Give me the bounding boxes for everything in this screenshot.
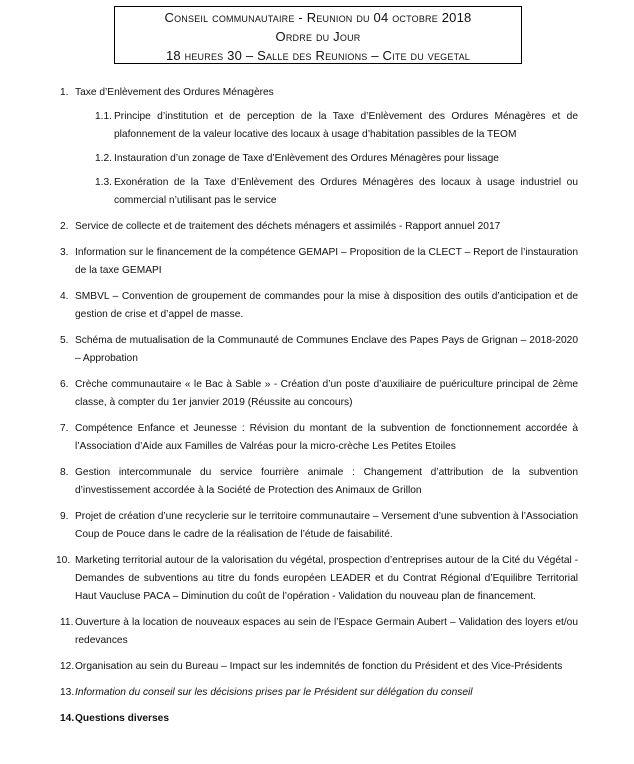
agenda-subitem-1-1	[95, 108, 578, 144]
item-text: Compétence Enfance et Jeunesse : Révision du montant de la subvention de fonctionnement accordée à l’Association d’Aide aux Familles de Valréas pour la micro-crèche Les Petites Etoiles	[75, 423, 578, 452]
meeting-time-location: 18 heures 30 – Salle des Reunions – Cite du vegetal	[165, 48, 471, 63]
agenda-item-13	[58, 684, 578, 702]
item-text: Exonération de la Taxe d’Enlèvement des Ordures Ménagères des locaux à usage industriel ou commercial n’utilisant pas le service	[114, 177, 578, 206]
agenda-item-2	[58, 218, 578, 236]
item-number: 1.1.	[95, 111, 112, 122]
item-number: 14.	[60, 713, 75, 724]
agenda-subtitle: Ordre du Jour	[275, 29, 361, 44]
agenda-subitem-1-2	[95, 150, 578, 168]
item-text: Gestion intercommunale du service fourrière animale : Changement d’attribution de la subvention d’investissement accordée à la Société de Protection des Animaux de Grillon	[75, 467, 578, 496]
agenda-item-14	[58, 710, 578, 728]
agenda-subitem-1-3	[95, 174, 578, 210]
agenda-item-3	[58, 244, 578, 280]
agenda-item-7	[58, 420, 578, 456]
agenda-item-10	[58, 552, 578, 606]
item-text: Schéma de mutualisation de la Communauté de Communes Enclave des Papes Pays de Grignan – 2018-2020 – Approbation	[75, 335, 578, 364]
item-number: 6.	[60, 379, 69, 390]
agenda-item-6	[58, 376, 578, 412]
item-number: 3.	[60, 247, 69, 258]
agenda-header	[114, 6, 522, 64]
item-text: Information du conseil sur les décisions prises par le Président sur délégation du conseil	[75, 687, 473, 698]
item-number: 9.	[60, 511, 69, 522]
item-number: 7.	[60, 423, 69, 434]
meeting-title: Conseil communautaire - Reunion du 04 octobre 2018	[164, 10, 472, 25]
item-number: 1.2.	[95, 153, 112, 164]
item-text: Ouverture à la location de nouveaux espaces au sein de l’Espace Germain Aubert – Validation des loyers et/ou redevances	[75, 617, 578, 646]
item-number: 11.	[60, 617, 74, 628]
item-number: 10.	[56, 555, 71, 566]
item-text: Service de collecte et de traitement des déchets ménagers et assimilés - Rapport annuel 2017	[75, 221, 501, 232]
item-text: SMBVL – Convention de groupement de commandes pour la mise à disposition des outils d’anticipation et de gestion de crise et d’appel de masse.	[75, 291, 578, 320]
item-number: 1.3.	[95, 177, 112, 188]
item-number: 12.	[60, 661, 75, 672]
agenda-item-12	[58, 658, 578, 676]
item-text: Crèche communautaire « le Bac à Sable » - Création d’un poste d’auxiliaire de puériculture principal de 2ème classe, à compter du 1er janvier 2019 (Réussite au concours)	[75, 379, 578, 408]
item-text: Instauration d’un zonage de Taxe d’Enlèvement des Ordures Ménagères pour lissage	[114, 153, 499, 164]
item-text: Information sur le financement de la compétence GEMAPI – Proposition de la CLECT – Report de l’instauration de la taxe GEMAPI	[75, 247, 578, 276]
item-text: Projet de création d’une recyclerie sur le territoire communautaire – Versement d’une subvention à l’Association Coup de Pouce dans le cadre de la réalisation de l’étude de faisabilité.	[75, 511, 578, 540]
item-text: Questions diverses	[75, 713, 169, 724]
item-number: 2.	[60, 221, 69, 232]
item-text: Marketing territorial autour de la valorisation du végétal, prospection d’entreprises autour de la Cité du Végétal - Demandes de subventions au titre du fonds européen LEADER et du Contrat Régional d’Equilibre Territorial Haut Vaucluse PACA – Diminution du coût de l’opération - Validation du nouveau plan de financement.	[75, 555, 578, 602]
agenda-item-9	[58, 508, 578, 544]
item-text: Organisation au sein du Bureau – Impact sur les indemnités de fonction du Président et des Vice-Présidents	[75, 661, 563, 672]
agenda-item-5	[58, 332, 578, 368]
agenda-item-1	[58, 84, 578, 210]
item-number: 5.	[60, 335, 69, 346]
agenda-item-8	[58, 464, 578, 500]
item-number: 1.	[60, 87, 69, 98]
item-number: 13.	[60, 687, 75, 698]
agenda-item-11	[58, 614, 578, 650]
agenda-item-4	[58, 288, 578, 324]
agenda-list	[58, 84, 578, 736]
item-text: Principe d’institution et de perception de la Taxe d’Enlèvement des Ordures Ménagères et de plafonnement de la valeur locative des locaux à usage d’habitation passibles de la TEOM	[114, 111, 578, 140]
item-number: 8.	[60, 467, 69, 478]
item-text: Taxe d’Enlèvement des Ordures Ménagères	[75, 87, 274, 98]
item-number: 4.	[60, 291, 69, 302]
